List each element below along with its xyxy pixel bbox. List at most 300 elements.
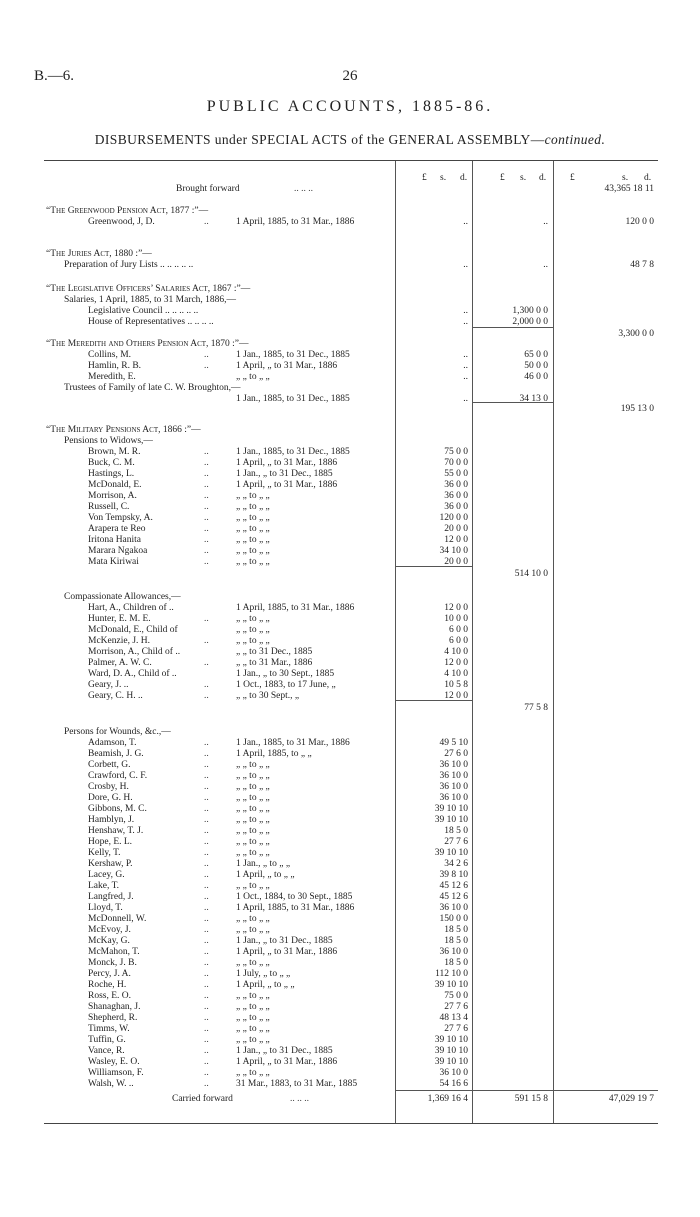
table-row [44,647,658,658]
amount-col1: 39 10 10 [434,1057,468,1067]
leader-dots: .. [204,513,209,523]
leader-dots: .. [204,636,209,646]
leader-dots: .. .. .. [290,1094,309,1104]
payee-name: Lacey, G. [88,870,125,880]
carried-forward-col2: 591 15 8 [514,1094,548,1104]
document-code: B.—6. [34,68,75,84]
page-header [0,68,700,88]
payee-name: Buck, C. M. [88,458,135,468]
pound-header: £ [570,173,575,183]
period-dates: 1 Jan., „ to 31 Dec., 1885 [236,1046,333,1056]
table-row [44,469,658,480]
act-heading [44,249,658,260]
leader-dots: .. [204,680,209,690]
amount-col1: 75 0 0 [444,991,468,1001]
leader-dots: .. [204,848,209,858]
payee-name: McKay, G. [88,936,130,946]
period-dates: „ „ to „ „ [236,524,270,534]
subtotal-row [44,703,658,714]
table-row [44,524,658,535]
table-row [44,815,658,826]
item-label: Preparation of Jury Lists .. .. .. .. .. [64,260,194,270]
period-dates: „ „ to „ „ [236,804,270,814]
period-dates: „ „ to „ „ [236,837,270,847]
item-label: Pensions to Widows,— [64,436,153,446]
amount-col2: 50 0 0 [524,361,548,371]
payee-name: Hart, A., Children of .. [88,603,174,613]
leader-dots: .. [204,1057,209,1067]
period-dates: 1 Oct., 1884, to 30 Sept., 1885 [236,892,353,902]
leader-dots: .. [204,870,209,880]
leader-dots: .. [204,1035,209,1045]
amount-col2: 1,300 0 0 [512,306,548,316]
table-row [44,217,658,228]
table-row [44,669,658,680]
period-dates: „ „ to „ „ [236,502,270,512]
period-dates: 1 April, „ to 31 Mar., 1886 [236,1057,338,1067]
period-dates: „ „ to „ „ [236,372,270,382]
leader-dots: .. [204,782,209,792]
amount-col1: 70 0 0 [444,458,468,468]
payee-name: Ross, E. O. [88,991,132,1001]
amount-col2: 65 0 0 [524,350,548,360]
table-row [44,658,658,669]
carried-forward-col1: 1,369 16 4 [427,1094,468,1104]
period-dates: „ „ to „ „ [236,1035,270,1045]
leader-dots: .. [204,1024,209,1034]
amount-col1: 27 7 6 [444,837,468,847]
amount-col1: 36 0 0 [444,480,468,490]
payee-name: McDonald, E. [88,480,142,490]
table-row [44,1068,658,1079]
table-row [44,502,658,513]
leader-dots: .. [204,749,209,759]
period-dates: „ „ to „ „ [236,925,270,935]
leader-dots: .. [204,914,209,924]
amount-col3: 195 13 0 [620,404,654,414]
period-dates: „ „ to „ „ [236,614,270,624]
leader-dots: .. [204,804,209,814]
amount-col1: 45 12 6 [439,881,468,891]
leader-dots: .. [204,903,209,913]
amount-col1: 112 10 0 [435,969,468,979]
payee-name: Wasley, E. O. [88,1057,140,1067]
table-row [44,738,658,749]
item-label: Compassionate Allowances,— [64,592,181,602]
table-row [44,925,658,936]
amount-col2: .. [543,260,548,270]
shilling-header: s. [622,173,629,183]
payee-name: Palmer, A. W. C. [88,658,152,668]
payee-name: Geary, C. H. .. [88,691,143,701]
table-row [44,859,658,870]
table-row [44,491,658,502]
table-row [44,947,658,958]
period-dates: 1 April, 1885, to 31 Mar., 1886 [236,217,355,227]
leader-dots: .. [204,826,209,836]
column-headers [44,173,658,184]
pence-header: d. [644,173,652,183]
amount-col1: 39 10 10 [434,1046,468,1056]
table-row [44,458,658,469]
payee-name: Hastings, L. [88,469,135,479]
table-row [44,936,658,947]
period-dates: „ „ to „ „ [236,826,270,836]
table-row [44,680,658,691]
amount-col1: 12 0 0 [444,535,468,545]
table-row [44,603,658,614]
table-row [44,826,658,837]
payee-name: Collins, M. [88,350,132,360]
item-label: Legislative Council .. .. .. .. .. [88,306,199,316]
period-dates: „ „ to „ „ [236,535,270,545]
period-dates: 1 April, „ to „ „ [236,980,295,990]
amount-col1: 150 0 0 [439,914,468,924]
amount-col1: .. [463,350,468,360]
subtotal-rule [473,327,553,328]
amount-col1: 45 12 6 [439,892,468,902]
act-title: “The Military Pensions Act, 1866 :”— [46,425,201,435]
table-row [44,306,658,317]
period-dates: „ „ to „ „ [236,958,270,968]
payee-name: Dore, G. H. [88,793,133,803]
period-dates: „ „ to „ „ [236,881,270,891]
page-number: 26 [342,68,358,84]
leader-dots: .. [204,859,209,869]
amount-col1: 75 0 0 [444,447,468,457]
payee-name: Marara Ngakoa [88,546,148,556]
amount-col1: 39 10 10 [434,815,468,825]
period-dates: „ „ to „ „ [236,815,270,825]
table-row [44,958,658,969]
payee-name: Shepherd, R. [88,1013,138,1023]
amount-col1: .. [463,372,468,382]
leader-dots: .. [204,738,209,748]
page-title: PUBLIC ACCOUNTS, 1885-86. [206,98,494,115]
payee-name: Kelly, T. [88,848,121,858]
amount-col1: 18 5 0 [444,936,468,946]
subtitle-continued: continued. [544,132,606,147]
period-dates: „ „ to „ „ [236,914,270,924]
table-row [44,1079,658,1090]
payee-name: Shanaghan, J. [88,1002,141,1012]
period-dates: „ „ to „ „ [236,546,270,556]
act-heading [44,284,658,295]
leader-dots: .. [204,771,209,781]
amount-col3: 48 7 8 [630,260,654,270]
leader-dots: .. [204,491,209,501]
payee-name: Gibbons, M. C. [88,804,147,814]
amount-col1: 54 16 6 [439,1079,468,1089]
leader-dots: .. [204,815,209,825]
pence-header: d. [539,173,547,183]
leader-dots: .. [204,1068,209,1078]
payee-name: McMahon, T. [88,947,140,957]
payee-name: Percy, J. A. [88,969,131,979]
leader-dots: .. [204,1013,209,1023]
page-subtitle [0,132,700,148]
table-row [44,1046,658,1057]
act-heading [44,339,658,350]
table-row [44,480,658,491]
leader-dots: .. [204,925,209,935]
shilling-header: s. [520,173,527,183]
table-row [44,837,658,848]
period-dates: 1 Jan., „ to 31 Dec., 1885 [236,469,333,479]
amount-col1: 12 0 0 [444,691,468,701]
period-dates: „ „ to „ „ [236,991,270,1001]
leader-dots: .. [204,502,209,512]
payee-name: McDonald, E., Child of [88,625,178,635]
brought-forward-label: Brought forward [176,184,240,194]
leader-dots: .. [204,1046,209,1056]
leader-dots: .. [204,361,209,371]
table-row [44,1057,658,1068]
amount-col2: 77 5 8 [524,703,548,713]
amount-col1: 36 10 0 [439,1068,468,1078]
amount-col1: 55 0 0 [444,469,468,479]
leader-dots: .. [204,217,209,227]
payee-name: Von Tempsky, A. [88,513,153,523]
carried-forward-label: Carried forward [172,1094,233,1104]
amount-col1: 18 5 0 [444,958,468,968]
table-row [44,317,658,328]
leader-dots: .. [204,760,209,770]
payee-name: Hamlin, R. B. [88,361,142,371]
leader-dots: .. [204,535,209,545]
table-row [44,436,658,447]
leader-dots: .. [204,447,209,457]
table-row [44,760,658,771]
act-heading [44,206,658,217]
amount-col2: .. [543,217,548,227]
act-title: “The Greenwood Pension Act, 1877 :”— [46,206,209,216]
amount-col1: .. [463,394,468,404]
amount-col1: 36 10 0 [439,782,468,792]
subtotal-row [44,569,658,580]
payee-name: Ward, D. A., Child of .. [88,669,177,679]
table-row [44,903,658,914]
table-row [44,804,658,815]
table-row [44,557,658,568]
table-row [44,361,658,372]
table-row [44,793,658,804]
table-row [44,383,658,394]
payee-name: Crosby, H. [88,782,129,792]
table-row [44,691,658,702]
payee-name: Hope, E. L. [88,837,133,847]
leader-dots: .. [204,480,209,490]
payee-name: Roche, H. [88,980,127,990]
table-row [44,546,658,557]
amount-col1: .. [463,260,468,270]
amount-col1: 12 0 0 [444,658,468,668]
amount-col1: 36 10 0 [439,903,468,913]
period-dates: 1 Jan., „ to 30 Sept., 1885 [236,669,335,679]
amount-col1: 36 10 0 [439,947,468,957]
period-dates: 1 April, „ to „ „ [236,870,295,880]
amount-col1: 18 5 0 [444,826,468,836]
table-row [44,614,658,625]
amount-col1: 39 10 10 [434,848,468,858]
shilling-header: s. [440,173,447,183]
leader-dots: .. [204,1079,209,1089]
payee-name: McKenzie, J. H. [88,636,150,646]
period-dates: 1 April, 1885, to 31 Mar., 1886 [236,603,355,613]
payee-name: Langfred, J. [88,892,134,902]
payee-name: Morrison, A. [88,491,137,501]
period-dates: „ „ to „ „ [236,760,270,770]
leader-dots: .. [204,658,209,668]
leader-dots: .. [204,936,209,946]
payee-name: Corbett, G. [88,760,131,770]
payee-name: Tuffin, G. [88,1035,126,1045]
payee-name: Williamson, F. [88,1068,144,1078]
act-heading [44,425,658,436]
leader-dots: .. [204,614,209,624]
item-label: Persons for Wounds, &c.,— [64,727,171,737]
table-row [44,592,658,603]
amount-col1: 36 0 0 [444,491,468,501]
table-row [44,991,658,1002]
subtitle-main: DISBURSEMENTS under SPECIAL ACTS of the GENERAL ASSEMBLY— [94,132,545,147]
amount-col1: 49 5 10 [439,738,468,748]
period-dates: „ „ to „ „ [236,793,270,803]
table-row [44,980,658,991]
leader-dots: .. [204,892,209,902]
act-title: “The Juries Act, 1880 :”— [46,249,152,259]
payee-name: Crawford, C. F. [88,771,148,781]
leader-dots: .. [204,980,209,990]
period-dates: 1 April, „ to 31 Mar., 1886 [236,480,338,490]
period-dates: 1 Jan., 1885, to 31 Dec., 1885 [236,447,350,457]
item-label: Salaries, 1 April, 1885, to 31 March, 1886,— [64,295,237,305]
pound-header: £ [500,173,505,183]
payee-name: Lake, T. [88,881,120,891]
disbursements-table [44,160,658,1124]
leader-dots: .. [204,958,209,968]
period-dates: 1 Jan., 1885, to 31 Dec., 1885 [236,394,350,404]
table-row [44,1013,658,1024]
subtotal-rule [396,700,472,701]
table-row [44,848,658,859]
leader-dots: .. [204,837,209,847]
leader-dots: .. [204,793,209,803]
table-row [44,1035,658,1046]
period-dates: „ „ to „ „ [236,782,270,792]
table-row [44,870,658,881]
table-row [44,749,658,760]
payee-name: Iritona Hanita [88,535,142,545]
amount-col1: .. [463,361,468,371]
period-dates: „ „ to „ „ [236,636,270,646]
payee-name: Meredith, E. [88,372,136,382]
table-row [44,1002,658,1013]
payee-name: Greenwood, J, D. [88,217,155,227]
table-row [44,892,658,903]
period-dates: „ „ to „ „ [236,848,270,858]
table-row [44,447,658,458]
payee-name: Walsh, W. .. [88,1079,134,1089]
period-dates: 1 July, „ to „ „ [236,969,291,979]
payee-name: Russell, C. [88,502,130,512]
pence-header: d. [460,173,468,183]
amount-col1: 6 0 0 [449,636,468,646]
amount-col1: 27 6 0 [444,749,468,759]
table-row [44,969,658,980]
table-row [44,372,658,383]
period-dates: „ „ to 30 Sept., „ [236,691,300,701]
table-row [44,782,658,793]
period-dates: „ „ to „ „ [236,771,270,781]
amount-col3: 120 0 0 [625,217,654,227]
amount-col1: 4 10 0 [444,647,468,657]
payee-name: Henshaw, T. J. [88,826,144,836]
period-dates: „ „ to „ „ [236,1068,270,1078]
period-dates: „ „ to „ „ [236,625,270,635]
table-row [44,513,658,524]
period-dates: „ „ to „ „ [236,1002,270,1012]
amount-col2: 2,000 0 0 [512,317,548,327]
carried-forward-col3: 47,029 19 7 [608,1094,654,1104]
amount-col1: .. [463,306,468,316]
amount-col1: 12 0 0 [444,603,468,613]
amount-col1: 36 10 0 [439,771,468,781]
act-title: “The Meredith and Others Pension Act, 1870 :”— [46,339,249,349]
payee-name: Adamson, T. [88,738,137,748]
amount-col2: 34 13 0 [519,394,548,404]
period-dates: „ „ to „ „ [236,491,270,501]
leader-dots: .. [204,458,209,468]
period-dates: „ „ to „ „ [236,513,270,523]
brought-forward-row [44,184,658,195]
act-title: “The Legislative Officers’ Salaries Act, 1867 :”— [46,284,251,294]
amount-col1: 10 5 8 [444,680,468,690]
amount-col1: 39 8 10 [439,870,468,880]
period-dates: „ „ to „ „ [236,1024,270,1034]
payee-name: Beamish, J. G. [88,749,144,759]
payee-name: Geary, J. .. [88,680,129,690]
period-dates: 1 April, „ to 31 Mar., 1886 [236,361,338,371]
period-dates: „ „ to 31 Dec., 1885 [236,647,313,657]
table-row [44,350,658,361]
table-row [44,295,658,306]
leader-dots: .. [204,691,209,701]
leader-dots: .. [204,881,209,891]
amount-col1: 39 10 10 [434,1035,468,1045]
period-dates: 1 Jan., „ to 31 Dec., 1885 [236,936,333,946]
amount-col1: 4 10 0 [444,669,468,679]
payee-name: Hamblyn, J. [88,815,135,825]
table-row [44,625,658,636]
subtotal-rule [473,402,553,403]
payee-name: Monck, J. B. [88,958,137,968]
amount-col1: 34 2 6 [444,859,468,869]
leader-dots: .. [204,546,209,556]
period-dates: 1 April, „ to 31 Mar., 1886 [236,947,338,957]
pound-header: £ [422,173,427,183]
period-dates: 1 April, 1885, to 31 Mar., 1886 [236,903,355,913]
table-row [44,260,658,271]
period-dates: 1 Jan., „ to „ „ [236,859,291,869]
period-dates: „ „ to 31 Mar., 1886 [236,658,313,668]
brought-forward-total: 43,365 18 11 [604,184,654,194]
amount-col1: 39 10 10 [434,804,468,814]
amount-col2: 514 10 0 [514,569,548,579]
amount-col1: 20 0 0 [444,524,468,534]
period-dates: 31 Mar., 1883, to 31 Mar., 1885 [236,1079,358,1089]
table-row [44,727,658,738]
